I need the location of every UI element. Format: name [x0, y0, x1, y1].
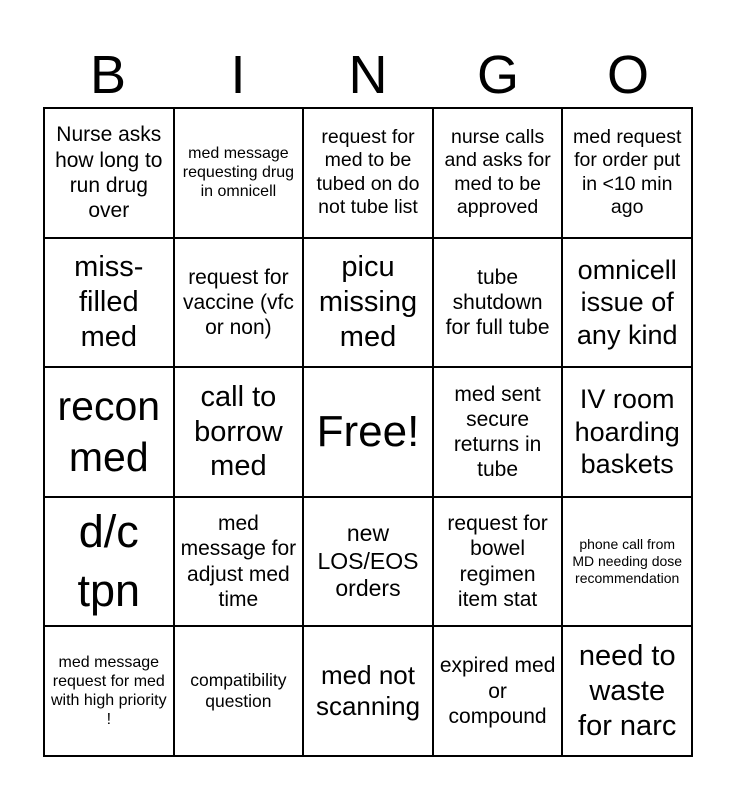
header-letter-o: O: [606, 45, 649, 105]
cell-text: request for med to be tubed on do not tube list: [316, 126, 420, 219]
cell-text: recon med: [57, 382, 161, 480]
cell-text: nurse calls and asks for med to be approved: [444, 126, 551, 219]
cell-text: request for bowel regimen item stat: [447, 512, 548, 611]
header-letter-g: G: [476, 45, 519, 105]
bingo-cell-r4c2[interactable]: [174, 497, 304, 627]
bingo-cell-r3c3-free[interactable]: [303, 367, 433, 497]
bingo-cell-r5c5[interactable]: [562, 626, 692, 756]
cell-text: expired med or compound: [439, 654, 556, 728]
header-letter-i: I: [230, 45, 246, 105]
cell-text: Nurse asks how long to run drug over: [55, 123, 163, 222]
bingo-cell-r5c2[interactable]: [174, 626, 304, 756]
header-letter-n: N: [348, 45, 388, 105]
bingo-cell-r3c2[interactable]: [174, 367, 304, 497]
cell-text: miss-filled med: [74, 251, 144, 353]
bingo-cell-r1c3[interactable]: [303, 108, 433, 238]
bingo-cell-r4c4[interactable]: [433, 497, 563, 627]
cell-text: omnicell issue of any kind: [576, 254, 678, 350]
cell-text: med request for order put in <10 min ago: [572, 126, 682, 219]
bingo-cell-r4c5[interactable]: [562, 497, 692, 627]
bingo-cell-r5c4[interactable]: [433, 626, 563, 756]
header-letter-b: B: [89, 45, 127, 105]
cell-text: need to waste for narc: [578, 640, 677, 742]
free-space-text: Free!: [316, 406, 420, 456]
cell-text: picu missing med: [318, 251, 418, 353]
cell-text: IV room hoarding baskets: [574, 384, 680, 480]
cell-text: compatibility question: [190, 670, 287, 712]
cell-text: med message request for med with high priority !: [51, 653, 167, 729]
bingo-cell-r1c4[interactable]: [433, 108, 563, 238]
bingo-cell-r4c1[interactable]: [44, 497, 174, 627]
bingo-cell-r3c1[interactable]: [44, 367, 174, 497]
bingo-cell-r4c3[interactable]: [303, 497, 433, 627]
bingo-cell-r2c3[interactable]: [303, 238, 433, 368]
cell-text: phone call from MD needing dose recommendation: [572, 536, 683, 586]
cell-text: med sent secure returns in tube: [453, 382, 542, 482]
bingo-cell-r2c5[interactable]: [562, 238, 692, 368]
cell-text: call to borrow med: [194, 380, 283, 483]
bingo-cell-r1c2[interactable]: [174, 108, 304, 238]
bingo-header: [43, 42, 693, 108]
cell-text: med message for adjust med time: [180, 512, 297, 611]
cell-text: d/c tpn: [77, 506, 141, 616]
bingo-cell-r1c5[interactable]: [562, 108, 692, 238]
cell-text: new LOS/EOS orders: [317, 520, 419, 602]
bingo-cell-r1c1[interactable]: [44, 108, 174, 238]
cell-text: tube shutdown for full tube: [445, 265, 550, 339]
cell-text: request for vaccine (vfc or non): [182, 265, 294, 339]
bingo-cell-r2c1[interactable]: [44, 238, 174, 368]
bingo-board: [43, 107, 693, 757]
bingo-cell-r3c5[interactable]: [562, 367, 692, 497]
cell-text: med message requesting drug in omnicell: [182, 145, 294, 201]
bingo-cell-r5c3[interactable]: [303, 626, 433, 756]
bingo-cell-r5c1[interactable]: [44, 626, 174, 756]
bingo-cell-r2c4[interactable]: [433, 238, 563, 368]
cell-text: med not scanning: [315, 660, 421, 722]
bingo-cell-r2c2[interactable]: [174, 238, 304, 368]
bingo-cell-r3c4[interactable]: [433, 367, 563, 497]
